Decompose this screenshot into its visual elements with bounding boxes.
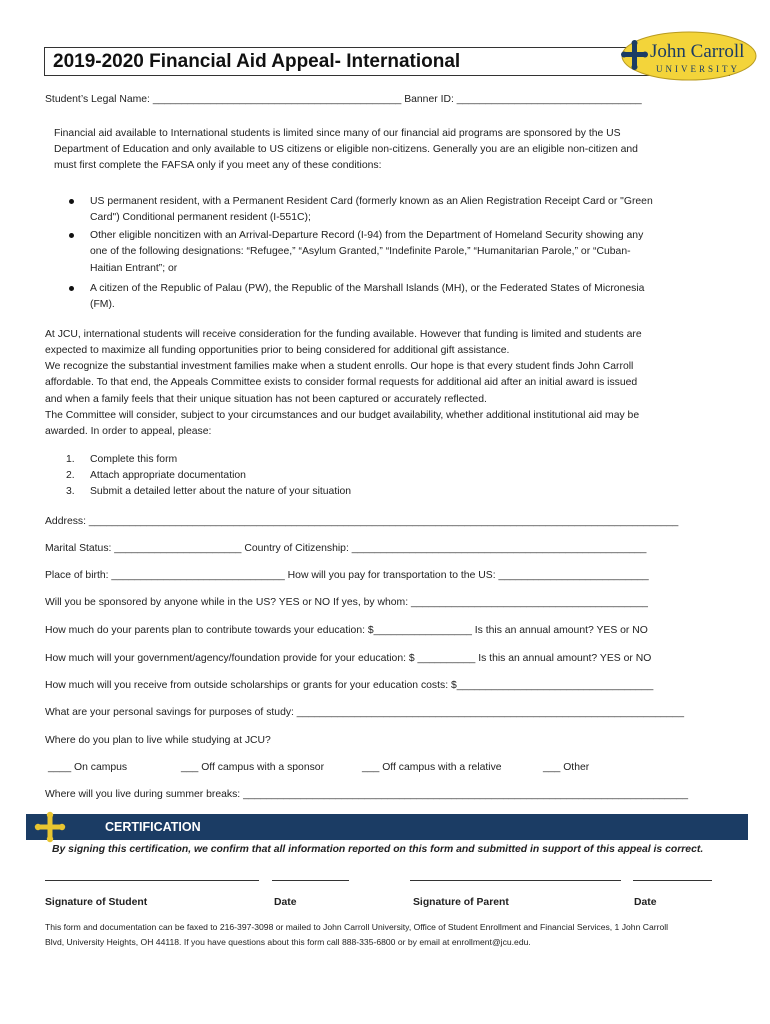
birth-transport-field[interactable]: Place of birth: ______________________________ How will you pay for transportation to the US: __________________________ [45, 570, 649, 581]
summer-field[interactable]: Where will you live during summer breaks: _____________________________________________________________________________ [45, 789, 689, 800]
certification-heading: CERTIFICATION [105, 820, 201, 834]
steps-list [66, 452, 351, 500]
intro-line: must first complete the FAFSA only if you meet any of these conditions: [54, 160, 382, 172]
body-line: The Committee will consider, subject to your circumstances and our budget availability, whether additional institutional aid may be [45, 409, 640, 421]
intro-line: Department of Education and only available to US citizens or eligible non-citizens. Generally you are an eligible non-citizen and [54, 144, 638, 156]
cross-icon [34, 811, 66, 843]
body-line: awarded. In order to appeal, please: [45, 425, 212, 437]
logo-university: UNIVERSITY [656, 64, 740, 74]
option-other[interactable]: ___ Other [543, 762, 590, 773]
condition-item: US permanent resident, with a Permanent Resident Card (formerly known as an Alien Registration Receipt Card or "Green Card") Conditional permanent resident (I-551C); [72, 194, 722, 226]
option-on-campus[interactable]: ____ On campus [48, 762, 128, 773]
step-item: 1. Complete this form [66, 454, 178, 465]
step-item: 2. Attach appropriate documentation [66, 470, 246, 482]
logo-name: John Carroll [650, 41, 745, 62]
condition-item: A citizen of the Republic of Palau (PW), the Republic of the Marshall Islands (MH), or the Federated States of Micronesia (FM). [72, 281, 722, 313]
parent-signature-label: Signature of Parent [413, 897, 509, 908]
condition-item: Other eligible noncitizen with an Arrival-Departure Record (I-94) from the Department of Homeland Security showing any one of the following designations: “Refugee,” “Asylum Granted,” “Indefinite Parole,” “Humanitarian Parole,” or “Cuban- Haitian Entrant”; or [72, 228, 722, 276]
body-paragraphs [45, 327, 725, 440]
option-off-campus-relative[interactable]: ___ Off campus with a relative [362, 762, 502, 773]
student-name-banner-line[interactable]: Student’s Legal Name: ___________________________________________ Banner ID: ________________________________ [45, 94, 642, 105]
step-item: 3. Submit a detailed letter about the nature of your situation [66, 486, 352, 498]
parent-signature-line[interactable] [410, 880, 621, 881]
footer-line: This form and documentation can be faxed to 216-397-3098 or mailed to John Carroll University, Office of Student Enrollment and Financial Services, 1 John Carroll [45, 922, 669, 932]
student-signature-line[interactable] [45, 880, 259, 881]
certification-statement: By signing this certification, we confirm that all information reported on this form and submitted in support of this appeal is correct. [52, 844, 704, 855]
body-line: expected to maximize all funding opportunities prior to being considered for additional gift assistance. [45, 345, 510, 357]
scholarships-field[interactable]: How much will you receive from outside scholarships or grants for your education costs: $__________________________________ [45, 680, 654, 691]
footer-note [45, 920, 735, 950]
marital-citizenship-field[interactable]: Marital Status: ______________________ Country of Citizenship: ___________________________________________________ [45, 543, 647, 554]
body-line: and when a family feels that their unique situation has not been captured or accurately reflected. [45, 393, 487, 405]
university-logo [620, 30, 758, 82]
body-line: We recognize the substantial investment families make when a student enrolls. Our hope is that every student finds John Carroll [45, 361, 634, 373]
sponsor-field[interactable]: Will you be sponsored by anyone while in the US? YES or NO If yes, by whom: _________________________________________ [45, 597, 648, 608]
parents-contribution-field[interactable]: How much do your parents plan to contribute towards your education: $_________________ Is this an annual amount? YES or NO [45, 625, 648, 636]
conditions-list [72, 194, 722, 315]
option-off-campus-sponsor[interactable]: ___ Off campus with a sponsor [181, 762, 325, 773]
footer-line: Blvd, University Heights, OH 44118. If you have questions about this form call 888-335-6800 or by email at enrollment@jcu.edu. [45, 937, 531, 948]
government-provision-field[interactable]: How much will your government/agency/foundation provide for your education: $ __________ Is this an annual amount? YES or NO [45, 653, 652, 664]
address-field[interactable]: Address: ______________________________________________________________________________________________________ [45, 516, 679, 527]
parent-date-label: Date [634, 897, 657, 908]
body-line: At JCU, international students will receive consideration for the funding available. However that funding is limited and students are [45, 329, 642, 340]
intro-line: Financial aid available to International students is limited since many of our financial aid programs are sponsored by the US [54, 128, 621, 139]
live-question: Where do you plan to live while studying at JCU? [45, 735, 271, 746]
student-date-line[interactable] [272, 880, 349, 881]
page-title: 2019-2020 Financial Aid Appeal- International [53, 51, 461, 72]
body-line: affordable. To that end, the Appeals Committee exists to consider formal requests for additional aid after an initial award is issued [45, 377, 638, 389]
intro-paragraph [54, 126, 724, 174]
student-signature-label: Signature of Student [45, 897, 148, 908]
savings-field[interactable]: What are your personal savings for purposes of study: ___________________________________________________________________ [45, 707, 684, 718]
parent-date-line[interactable] [633, 880, 712, 881]
student-date-label: Date [274, 897, 297, 908]
